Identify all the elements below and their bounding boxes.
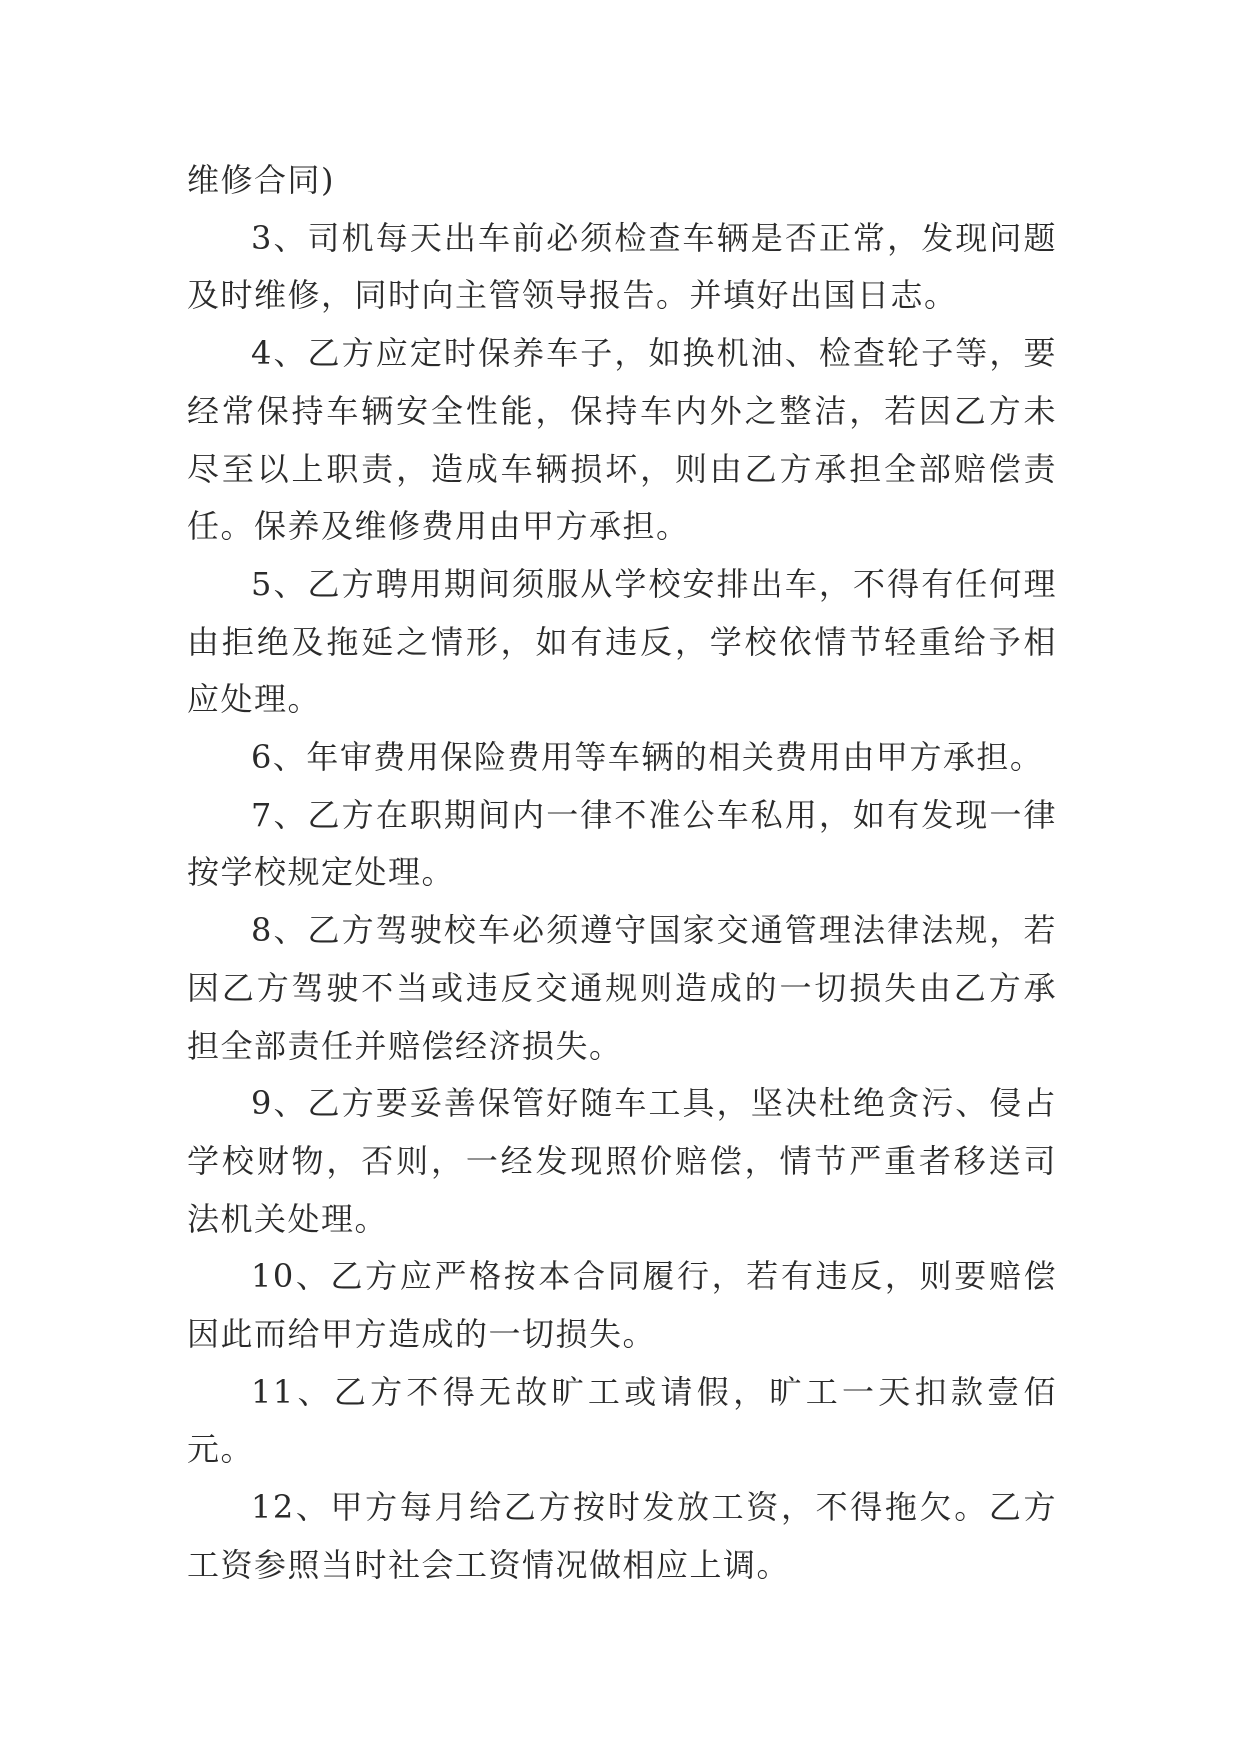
- clause-3: 3、司机每天出车前必须检查车辆是否正常，发现问题及时维修，同时向主管领导报告。并填好出国日志。: [187, 218, 1057, 315]
- clause-4: 4、乙方应定时保养车子，如换机油、检查轮子等，要经常保持车辆安全性能，保持车内外之整洁，若因乙方未尽至以上职责，造成车辆损坏，则由乙方承担全部赔偿责任。保养及维修费用由甲方承担。: [187, 334, 1057, 546]
- clause-8: 8、乙方驾驶校车必须遵守国家交通管理法律法规，若因乙方驾驶不当或违反交通规则造成的一切损失由乙方承担全部责任并赔偿经济损失。: [187, 911, 1057, 1065]
- clause-6: 6、年审费用保险费用等车辆的相关费用由甲方承担。: [251, 738, 1044, 777]
- paragraph-continuation: 维修合同): [187, 161, 335, 199]
- clause-11: 11、乙方不得无故旷工或请假，旷工一天扣款壹佰元。: [187, 1372, 1057, 1469]
- clause-7: 7、乙方在职期间内一律不准公车私用，如有发现一律按学校规定处理。: [187, 795, 1057, 892]
- clause-12: 12、甲方每月给乙方按时发放工资，不得拖欠。乙方工资参照当时社会工资情况做相应上调。: [187, 1488, 1057, 1584]
- clause-9: 9、乙方要妥善保管好随车工具，坚决杜绝贪污、侵占学校财物，否则，一经发现照价赔偿，情节严重者移送司法机关处理。: [187, 1084, 1057, 1238]
- document-body: [187, 152, 1057, 1595]
- clause-10: 10、乙方应严格按本合同履行，若有违反，则要赔偿因此而给甲方造成的一切损失。: [187, 1257, 1057, 1354]
- clause-5: 5、乙方聘用期间须服从学校安排出车，不得有任何理由拒绝及拖延之情形，如有违反，学校依情节轻重给予相应处理。: [187, 564, 1057, 719]
